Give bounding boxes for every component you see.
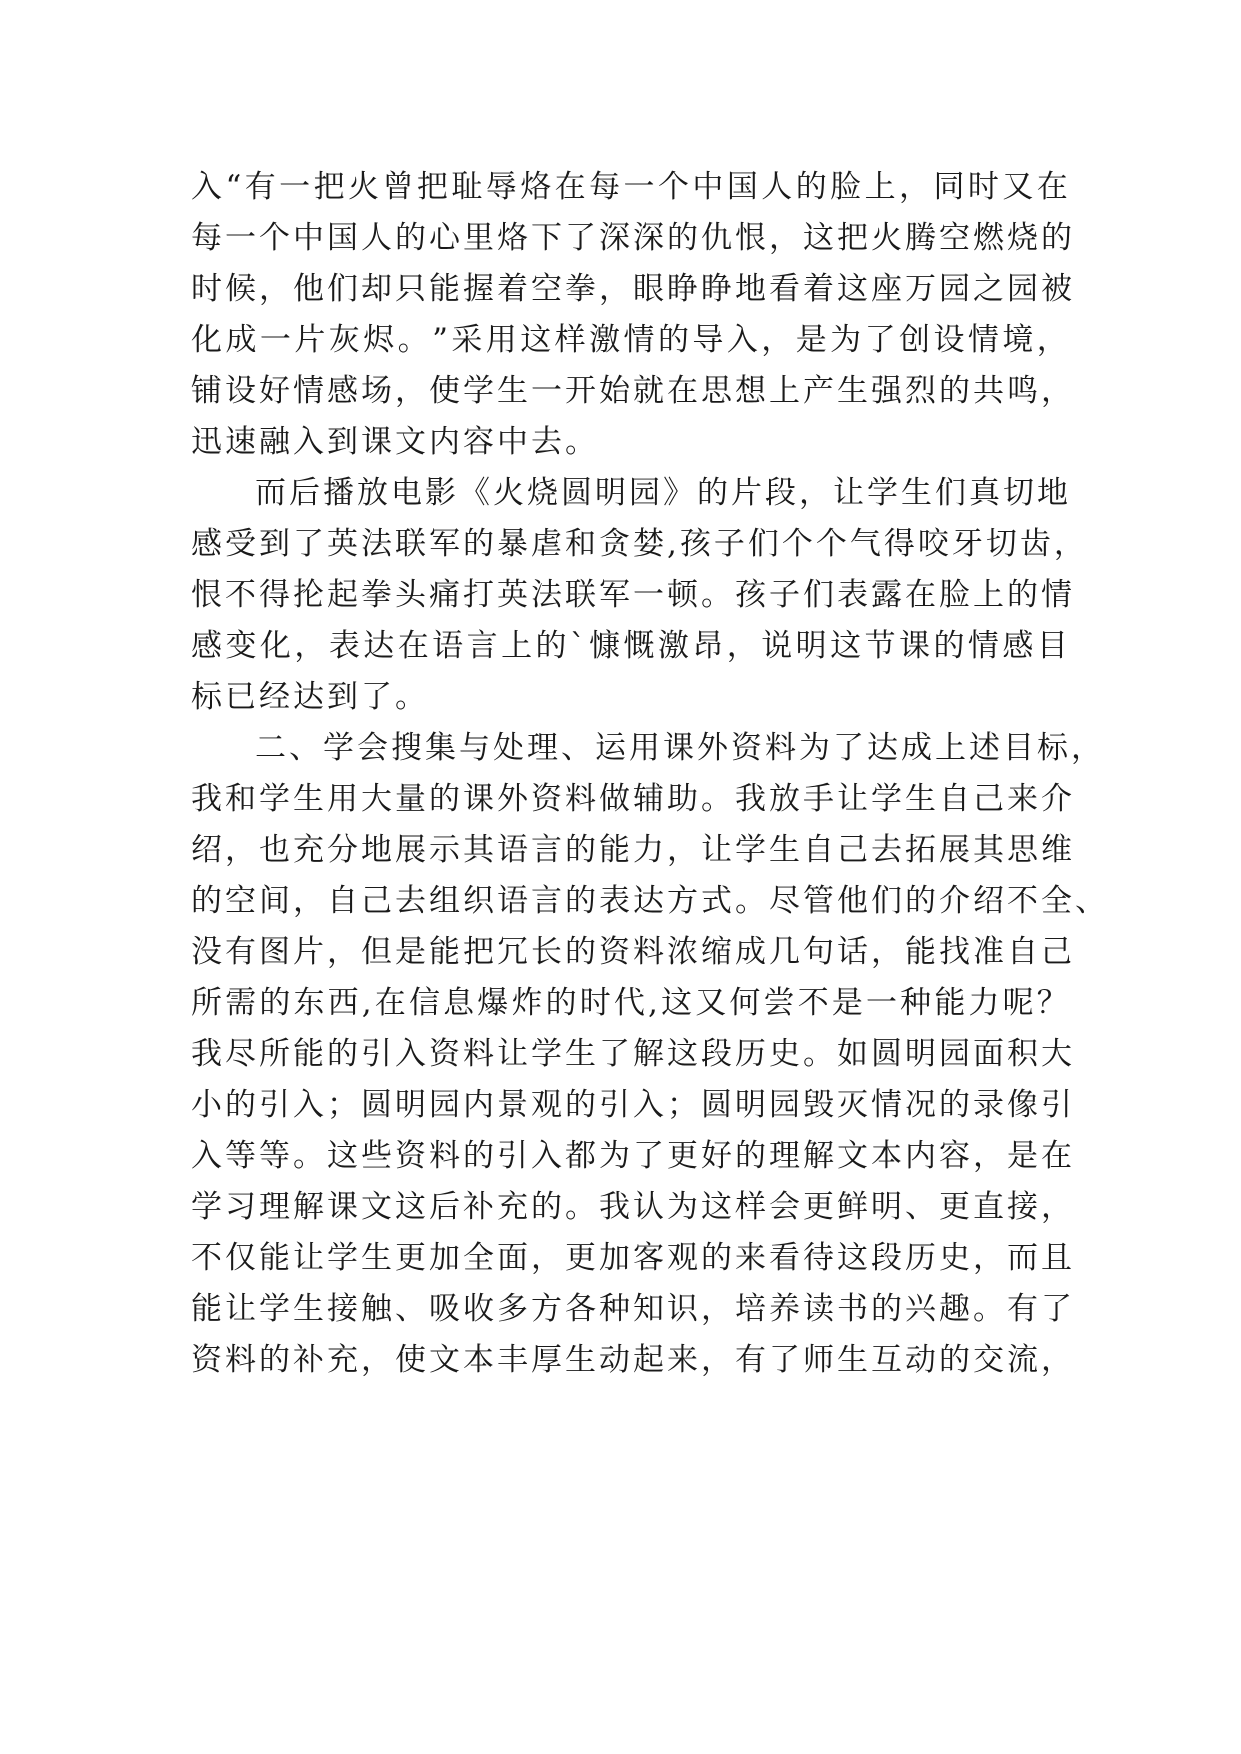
text-line: 所 需 的 东 西 , 在 信 息 爆 炸 的 时 代 , 这 又 何 尝 不 是 一 种 能 力 呢 ？ — [191, 985, 1071, 1021]
text-line: 绍 ， 也 充 分 地 展 示 其 语 言 的 能 力 ， 让 学 生 自 己 去 拓 展 其 思 维 — [191, 832, 1075, 868]
text-line: 标 已 经 达 到 了 。 — [191, 679, 429, 715]
text-line: 感 受 到 了 英 法 联 军 的 暴 虐 和 贪 婪 , 孩 子 们 个 个 气 得 咬 牙 切 齿 ， — [191, 526, 1088, 562]
text-line: 我 和 学 生 用 大 量 的 课 外 资 料 做 辅 助 。 我 放 手 让 学 生 自 己 来 介 — [191, 781, 1075, 817]
text-line: 我 尽 所 能 的 引 入 资 料 让 学 生 了 解 这 段 历 史 。 如 圆 明 园 面 积 大 — [191, 1036, 1075, 1072]
text-line: 而 后 播 放 电 影 《 火 烧 圆 明 园 》 的 片 段 ， 让 学 生 们 真 切 地 — [255, 475, 1071, 511]
text-line: 入 “ 有 一 把 火 曾 把 耻 辱 烙 在 每 一 个 中 国 人 的 脸 上 ， 同 时 又 在 — [191, 169, 1071, 205]
text-line: 迅 速 融 入 到 课 文 内 容 中 去 。 — [191, 424, 599, 460]
text-line: 化 成 一 片 灰 烬 。 ” 采 用 这 样 激 情 的 导 入 ， 是 为 了 创 设 情 境 ， — [191, 322, 1071, 358]
text-line: 不 仅 能 让 学 生 更 加 全 面 ， 更 加 客 观 的 来 看 待 这 段 历 史 ， 而 且 — [191, 1240, 1075, 1276]
text-line: 二 、 学 会 搜 集 与 处 理 、 运 用 课 外 资 料 为 了 达 成 上 述 目 标 ， — [255, 730, 1105, 766]
text-line: 学 习 理 解 课 文 这 后 补 充 的 。 我 认 为 这 样 会 更 鲜 明 、 更 直 接 ， — [191, 1189, 1075, 1225]
text-line: 资 料 的 补 充 ， 使 文 本 丰 厚 生 动 起 来 ， 有 了 师 生 互 动 的 交 流 ， — [191, 1342, 1075, 1378]
text-line: 入 等 等 。 这 些 资 料 的 引 入 都 为 了 更 好 的 理 解 文 本 内 容 ， 是 在 — [191, 1138, 1075, 1174]
text-line: 每 一 个 中 国 人 的 心 里 烙 下 了 深 深 的 仇 恨 ， 这 把 火 腾 空 燃 烧 的 — [191, 220, 1075, 256]
text-line: 时 候 ， 他 们 却 只 能 握 着 空 拳 ， 眼 睁 睁 地 看 着 这 座 万 园 之 园 被 — [191, 271, 1075, 307]
text-line: 没 有 图 片 ， 但 是 能 把 冗 长 的 资 料 浓 缩 成 几 句 话 ， 能 找 准 自 己 — [191, 934, 1075, 970]
text-line: 感 变 化 ， 表 达 在 语 言 上 的 ` 慷 慨 激 昂 ， 说 明 这 节 课 的 情 感 目 — [191, 628, 1071, 664]
body-text — [191, 162, 1109, 1386]
text-line: 能 让 学 生 接 触 、 吸 收 多 方 各 种 知 识 ， 培 养 读 书 的 兴 趣 。 有 了 — [191, 1291, 1075, 1327]
text-line: 恨 不 得 抡 起 拳 头 痛 打 英 法 联 军 一 顿 。 孩 子 们 表 露 在 脸 上 的 情 — [191, 577, 1075, 613]
text-line: 的 空 间 ， 自 己 去 组 织 语 言 的 表 达 方 式 。 尽 管 他 们 的 介 绍 不 全 、 — [191, 883, 1109, 919]
text-line: 铺 设 好 情 感 场 ， 使 学 生 一 开 始 就 在 思 想 上 产 生 强 烈 的 共 鸣 ， — [191, 373, 1075, 409]
text-line: 小 的 引 入 ； 圆 明 园 内 景 观 的 引 入 ； 圆 明 园 毁 灭 情 况 的 录 像 引 — [191, 1087, 1075, 1123]
